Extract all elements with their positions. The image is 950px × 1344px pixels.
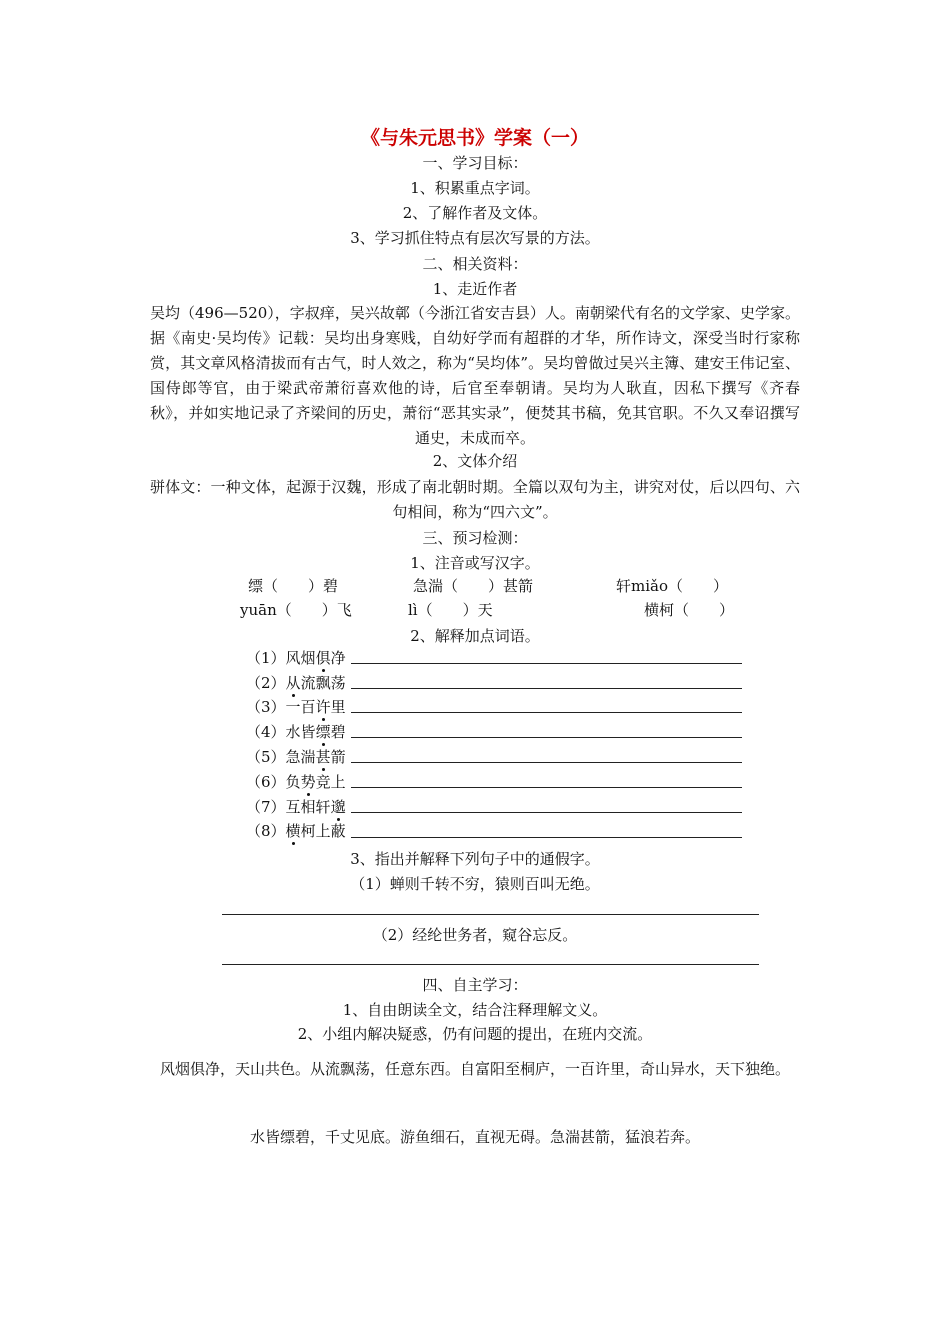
answer-blank[interactable] xyxy=(351,787,742,788)
answer-blank[interactable] xyxy=(351,837,742,838)
goal-item: 2、了解作者及文体。 xyxy=(402,204,548,222)
original-text-paragraph: 风烟俱净，天山共色。从流飘荡，任意东西。自富阳至桐庐，一百许里，奇山异水，天下独绝。 xyxy=(159,1060,790,1078)
section-heading-materials: 二、相关资料： xyxy=(422,255,528,273)
goal-item: 3、学习抓住特点有层次写景的方法。 xyxy=(350,229,600,247)
answer-blank[interactable] xyxy=(351,688,742,689)
explain-item-label: （4）水皆缥碧 xyxy=(246,723,346,741)
tongjia-sentence: （1）蝉则千转不穷，猿则百叫无绝。 xyxy=(350,875,600,893)
answer-blank[interactable] xyxy=(222,964,759,965)
self-study-item: 1、自由朗读全文，结合注释理解文义。 xyxy=(342,1001,608,1019)
pinyin-question: 急湍（ ）甚箭 xyxy=(413,577,534,595)
tongjia-sentence: （2）经纶世务者，窥谷忘反。 xyxy=(372,926,578,944)
section-heading-goals: 一、学习目标： xyxy=(422,154,528,172)
self-study-item: 2、小组内解决疑惑，仍有问题的提出，在班内交流。 xyxy=(297,1025,653,1043)
section-heading-preview: 三、预习检测： xyxy=(422,529,528,547)
pinyin-question: 轩miǎo（ ） xyxy=(616,577,728,595)
explain-item-label: （2）从流飘荡 xyxy=(246,674,346,692)
author-paragraph: 吴均（496—520），字叔痒，吴兴故鄣（今浙江省安吉县）人。南朝梁代有名的文学家、史学家。据《南史·吴均传》记载：吴均出身寒贱，自幼好学而有超群的才华，所作诗文，深受当时行家称赏，其文章风格清拔而有古气，时人效之，称为“吴均体”。吴均曾做过吴兴主簿、建安王伟记室、国侍郎等官，由于梁武帝萧衍喜欢他的诗，后官至奉朝请。吴均为人耿直，因私下撰写《齐春秋》，并如实地记录了齐梁间的历史，萧衍“恶其实录”，便焚其书稿，免其官职。不久又奉诏撰写通史，未成而卒。 xyxy=(150,304,800,447)
answer-blank[interactable] xyxy=(351,663,742,664)
explain-item-label: （8）横柯上蔽 xyxy=(246,822,346,840)
genre-paragraph: 骈体文：一种文体，起源于汉魏，形成了南北朝时期。全篇以双句为主，讲究对仗，后以四句、六句相间，称为“四六文”。 xyxy=(150,478,800,521)
page-title: 《与朱元思书》学案（一） xyxy=(360,127,589,149)
answer-blank[interactable] xyxy=(351,812,742,813)
answer-blank[interactable] xyxy=(351,762,742,763)
original-text-paragraph: 水皆缥碧，千丈见底。游鱼细石，直视无碍。急湍甚箭，猛浪若奔。 xyxy=(249,1128,700,1146)
explain-item-label: （5）急湍甚箭 xyxy=(246,748,346,766)
explain-item-label: （1）风烟俱净 xyxy=(246,649,346,667)
pinyin-question: 横柯（ ） xyxy=(644,601,735,619)
subheading-author: 1、走近作者 xyxy=(432,280,518,298)
subheading-explain: 2、解释加点词语。 xyxy=(410,627,540,645)
explain-item-label: （3）一百许里 xyxy=(246,698,346,716)
goal-item: 1、积累重点字词。 xyxy=(410,179,540,197)
pinyin-question: lì（ ）天 xyxy=(408,601,493,619)
explain-item-label: （7）互相轩邈 xyxy=(246,798,346,816)
section-heading-self-study: 四、自主学习： xyxy=(422,976,528,994)
answer-blank[interactable] xyxy=(351,712,742,713)
pinyin-question: yuān（ ）飞 xyxy=(240,601,352,619)
answer-blank[interactable] xyxy=(222,914,759,915)
answer-blank[interactable] xyxy=(351,737,742,738)
subheading-pinyin: 1、注音或写汉字。 xyxy=(410,554,540,572)
pinyin-question: 缥（ ）碧 xyxy=(248,577,339,595)
subheading-tongjia: 3、指出并解释下列句子中的通假字。 xyxy=(350,850,600,868)
subheading-genre: 2、文体介绍 xyxy=(432,452,518,470)
explain-item-label: （6）负势竞上 xyxy=(246,773,346,791)
